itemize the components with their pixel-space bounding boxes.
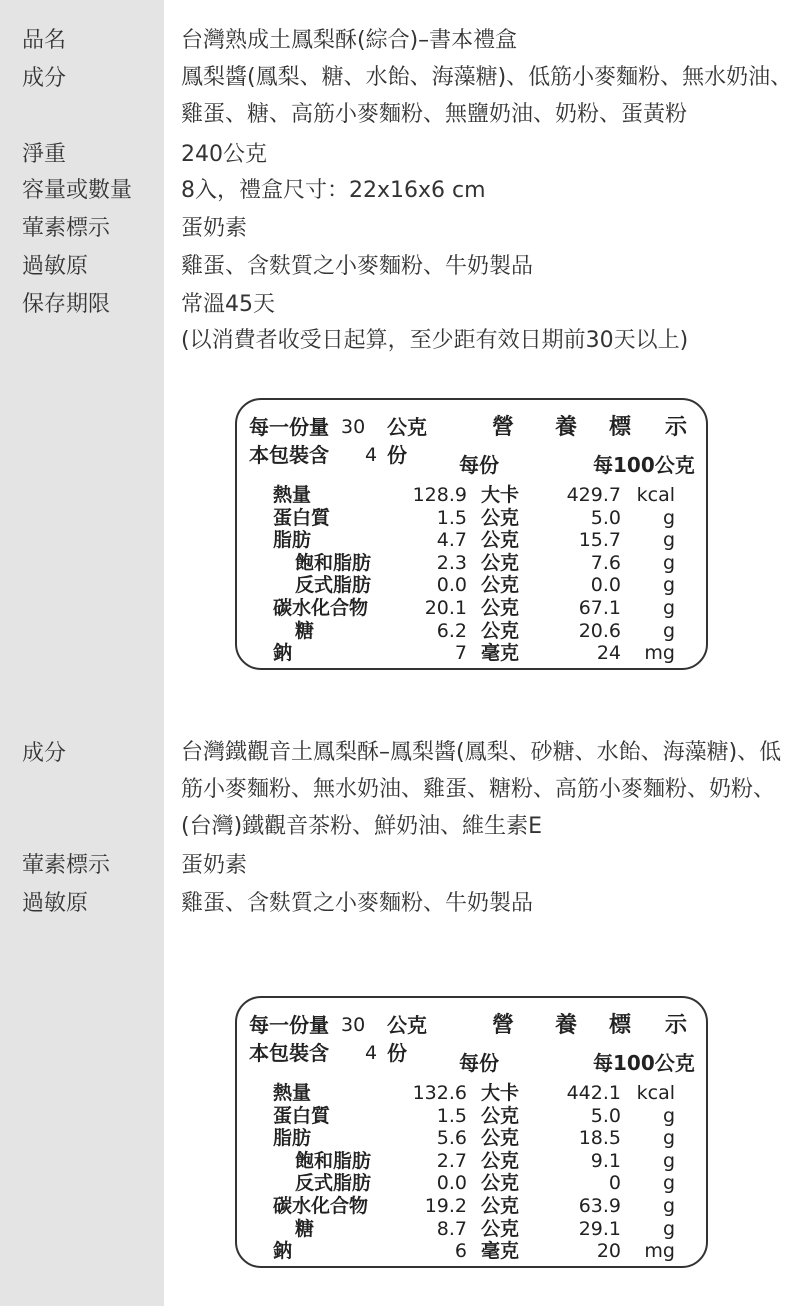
nutrient-value-per-100g: 5.0 xyxy=(590,1104,621,1127)
nutrient-unit-per-serving: 大卡 xyxy=(481,484,520,506)
nutrient-unit-per-100g: g xyxy=(662,574,675,597)
nutrient-unit-per-100g: g xyxy=(662,506,675,529)
net-weight-value: 240公克 xyxy=(181,142,267,167)
nutrition-title-char: 標 xyxy=(609,1013,632,1038)
nutrient-unit-per-100g: g xyxy=(662,551,675,574)
servings-per-package-value: 4 xyxy=(365,1042,378,1064)
nutrient-value-per-100g: 429.7 xyxy=(566,484,621,506)
nutrient-value-per-100g: 15.7 xyxy=(578,529,621,552)
nutrient-unit-per-100g: g xyxy=(662,529,675,552)
servings-per-package-unit: 份 xyxy=(387,1041,407,1065)
nutrient-value-per-serving: 2.7 xyxy=(436,1149,467,1172)
nutrient-value-per-serving: 7 xyxy=(454,642,467,665)
servings-per-package-label: 本包裝含 xyxy=(249,443,329,467)
vegetarian-value: 蛋奶素 xyxy=(181,216,248,241)
nutrient-name: 反式脂肪 xyxy=(295,574,372,597)
nutrient-unit-per-serving: 公克 xyxy=(481,1127,520,1150)
nutrient-value-per-serving: 0.0 xyxy=(436,1172,467,1195)
label-capacity: 容量或數量 xyxy=(22,178,133,203)
nutrition-facts-box-2 xyxy=(235,996,708,1268)
nutrient-value-per-100g: 0 xyxy=(608,1172,621,1195)
label-vegetarian-2: 葷素標示 xyxy=(22,853,111,878)
nutrient-unit-per-serving: 公克 xyxy=(481,506,520,529)
servings-per-package-unit: 份 xyxy=(387,443,407,467)
nutrient-unit-per-serving: 大卡 xyxy=(481,1082,520,1104)
nutrient-name: 糖 xyxy=(295,1217,315,1240)
nutrition-title-char: 養 xyxy=(555,1013,578,1038)
label-name: 品名 xyxy=(22,28,67,53)
nutrient-value-per-serving: 0.0 xyxy=(436,574,467,597)
nutrient-name: 蛋白質 xyxy=(273,506,331,529)
nutrient-unit-per-100g: g xyxy=(662,1127,675,1150)
nutrient-name: 熱量 xyxy=(273,484,312,506)
nutrition-title-char: 標 xyxy=(609,415,632,440)
vegetarian-value-2: 蛋奶素 xyxy=(181,853,248,878)
nutrition-title-char: 營 xyxy=(492,1013,515,1038)
nutrient-unit-per-serving: 公克 xyxy=(481,529,520,552)
label-ingredients: 成分 xyxy=(22,66,67,91)
nutrient-value-per-100g: 20.6 xyxy=(578,619,621,642)
nutrition-title-char: 示 xyxy=(665,415,688,440)
nutrient-unit-per-100g: g xyxy=(662,1104,675,1127)
serving-size-value: 30 xyxy=(341,416,366,438)
label-vegetarian: 葷素標示 xyxy=(22,216,111,241)
nutrient-value-per-100g: 18.5 xyxy=(578,1127,621,1150)
nutrient-value-per-serving: 132.6 xyxy=(412,1082,467,1104)
nutrient-unit-per-serving: 公克 xyxy=(481,1195,520,1217)
servings-per-package-label: 本包裝含 xyxy=(249,1041,329,1065)
nutrient-name: 飽和脂肪 xyxy=(295,1149,372,1172)
nutrient-value-per-100g: 67.1 xyxy=(578,597,621,619)
serving-size-label: 每一份量 xyxy=(249,1013,329,1037)
nutrient-value-per-100g: 7.6 xyxy=(590,551,621,574)
nutrient-unit-per-serving: 毫克 xyxy=(481,642,520,665)
nutrient-value-per-100g: 0.0 xyxy=(590,574,621,597)
nutrient-name: 飽和脂肪 xyxy=(295,551,372,574)
nutrient-unit-per-serving: 公克 xyxy=(481,1104,520,1127)
label-shelf-life: 保存期限 xyxy=(22,292,111,317)
nutrient-unit-per-serving: 公克 xyxy=(481,1217,520,1240)
nutrient-unit-per-serving: 公克 xyxy=(481,597,520,619)
product-name: 台灣熟成土鳳梨酥(綜合)–書本禮盒 xyxy=(181,28,518,53)
nutrient-value-per-100g: 9.1 xyxy=(590,1149,621,1172)
shelf-life-note: (以消費者收受日起算，至少距有效日期前30天以上) xyxy=(181,328,689,353)
nutrient-value-per-serving: 1.5 xyxy=(436,1104,467,1127)
allergen-value-2: 雞蛋、含麩質之小麥麵粉、牛奶製品 xyxy=(181,891,534,916)
nutrient-value-per-100g: 63.9 xyxy=(578,1195,621,1217)
nutrient-name: 熱量 xyxy=(273,1082,312,1104)
nutrition-facts-box xyxy=(235,398,708,670)
nutrient-value-per-serving: 20.1 xyxy=(424,597,467,619)
shelf-life-value: 常溫45天 xyxy=(181,292,275,317)
label-allergen: 過敏原 xyxy=(22,254,89,279)
serving-size-unit: 公克 xyxy=(387,415,427,439)
nutrient-unit-per-100g: mg xyxy=(644,642,675,665)
nutrient-name: 碳水化合物 xyxy=(273,1195,369,1217)
nutrient-value-per-serving: 4.7 xyxy=(436,529,467,552)
nutrient-value-per-100g: 442.1 xyxy=(566,1082,621,1104)
nutrient-value-per-serving: 1.5 xyxy=(436,506,467,529)
nutrient-value-per-serving: 6.2 xyxy=(436,619,467,642)
nutrient-value-per-100g: 29.1 xyxy=(578,1217,621,1240)
nutrient-value-per-serving: 6 xyxy=(454,1240,467,1263)
col-header-per-100g: 每100公克 xyxy=(593,453,695,477)
nutrient-unit-per-100g: g xyxy=(662,619,675,642)
label-allergen-2: 過敏原 xyxy=(22,891,89,916)
nutrient-unit-per-serving: 公克 xyxy=(481,619,520,642)
capacity-value: 8入，禮盒尺寸：22x16x6 cm xyxy=(181,178,486,203)
nutrient-unit-per-serving: 公克 xyxy=(481,1172,520,1195)
nutrient-name: 糖 xyxy=(295,619,315,642)
nutrient-unit-per-serving: 公克 xyxy=(481,1149,520,1172)
serving-size-unit: 公克 xyxy=(387,1013,427,1037)
nutrient-value-per-serving: 19.2 xyxy=(424,1195,467,1217)
ingredients-text: 鳳梨醬(鳳梨、糖、水飴、海藻糖)、低筋小麥麵粉、無水奶油、雞蛋、糖、高筋小麥麵粉、無鹽奶油、奶粉、蛋黃粉 xyxy=(181,65,793,127)
allergen-value: 雞蛋、含麩質之小麥麵粉、牛奶製品 xyxy=(181,254,534,279)
nutrient-unit-per-100g: kcal xyxy=(636,484,675,506)
nutrient-name: 脂肪 xyxy=(273,1127,312,1150)
label-ingredients-2: 成分 xyxy=(22,741,67,766)
nutrient-value-per-serving: 128.9 xyxy=(412,484,467,506)
nutrient-value-per-100g: 5.0 xyxy=(590,506,621,529)
nutrient-value-per-serving: 5.6 xyxy=(436,1127,467,1150)
col-header-per-serving: 每份 xyxy=(459,453,499,477)
nutrition-title-char: 示 xyxy=(665,1013,688,1038)
nutrition-title-char: 營 xyxy=(492,415,515,440)
serving-size-value: 30 xyxy=(341,1014,366,1036)
nutrient-name: 鈉 xyxy=(273,642,293,665)
nutrient-name: 鈉 xyxy=(273,1240,293,1263)
nutrient-value-per-100g: 20 xyxy=(596,1240,621,1263)
nutrient-value-per-serving: 2.3 xyxy=(436,551,467,574)
nutrient-unit-per-100g: mg xyxy=(644,1240,675,1263)
nutrient-name: 碳水化合物 xyxy=(273,597,369,619)
nutrient-name: 反式脂肪 xyxy=(295,1172,372,1195)
servings-per-package-value: 4 xyxy=(365,444,378,466)
col-header-per-100g: 每100公克 xyxy=(593,1051,695,1075)
col-header-per-serving: 每份 xyxy=(459,1051,499,1075)
nutrient-unit-per-serving: 毫克 xyxy=(481,1240,520,1263)
nutrient-unit-per-100g: kcal xyxy=(636,1082,675,1104)
nutrient-name: 脂肪 xyxy=(273,529,312,552)
nutrient-value-per-100g: 24 xyxy=(596,642,621,665)
serving-size-label: 每一份量 xyxy=(249,415,329,439)
nutrient-name: 蛋白質 xyxy=(273,1104,331,1127)
nutrient-unit-per-100g: g xyxy=(662,597,675,619)
nutrient-unit-per-100g: g xyxy=(662,1172,675,1195)
nutrient-unit-per-100g: g xyxy=(662,1195,675,1217)
nutrient-unit-per-serving: 公克 xyxy=(481,551,520,574)
nutrient-value-per-serving: 8.7 xyxy=(436,1217,467,1240)
nutrient-unit-per-serving: 公克 xyxy=(481,574,520,597)
nutrition-title-char: 養 xyxy=(555,415,578,440)
ingredients-text-2: 台灣鐵觀音土鳳梨酥–鳳梨醬(鳳梨、砂糖、水飴、海藻糖)、低筋小麥麵粉、無水奶油、雞蛋、糖粉、高筋小麥麵粉、奶粉、(台灣)鐵觀音茶粉、鮮奶油、維生素E xyxy=(181,740,782,839)
label-net-weight: 淨重 xyxy=(22,142,67,167)
nutrient-unit-per-100g: g xyxy=(662,1217,675,1240)
nutrient-unit-per-100g: g xyxy=(662,1149,675,1172)
